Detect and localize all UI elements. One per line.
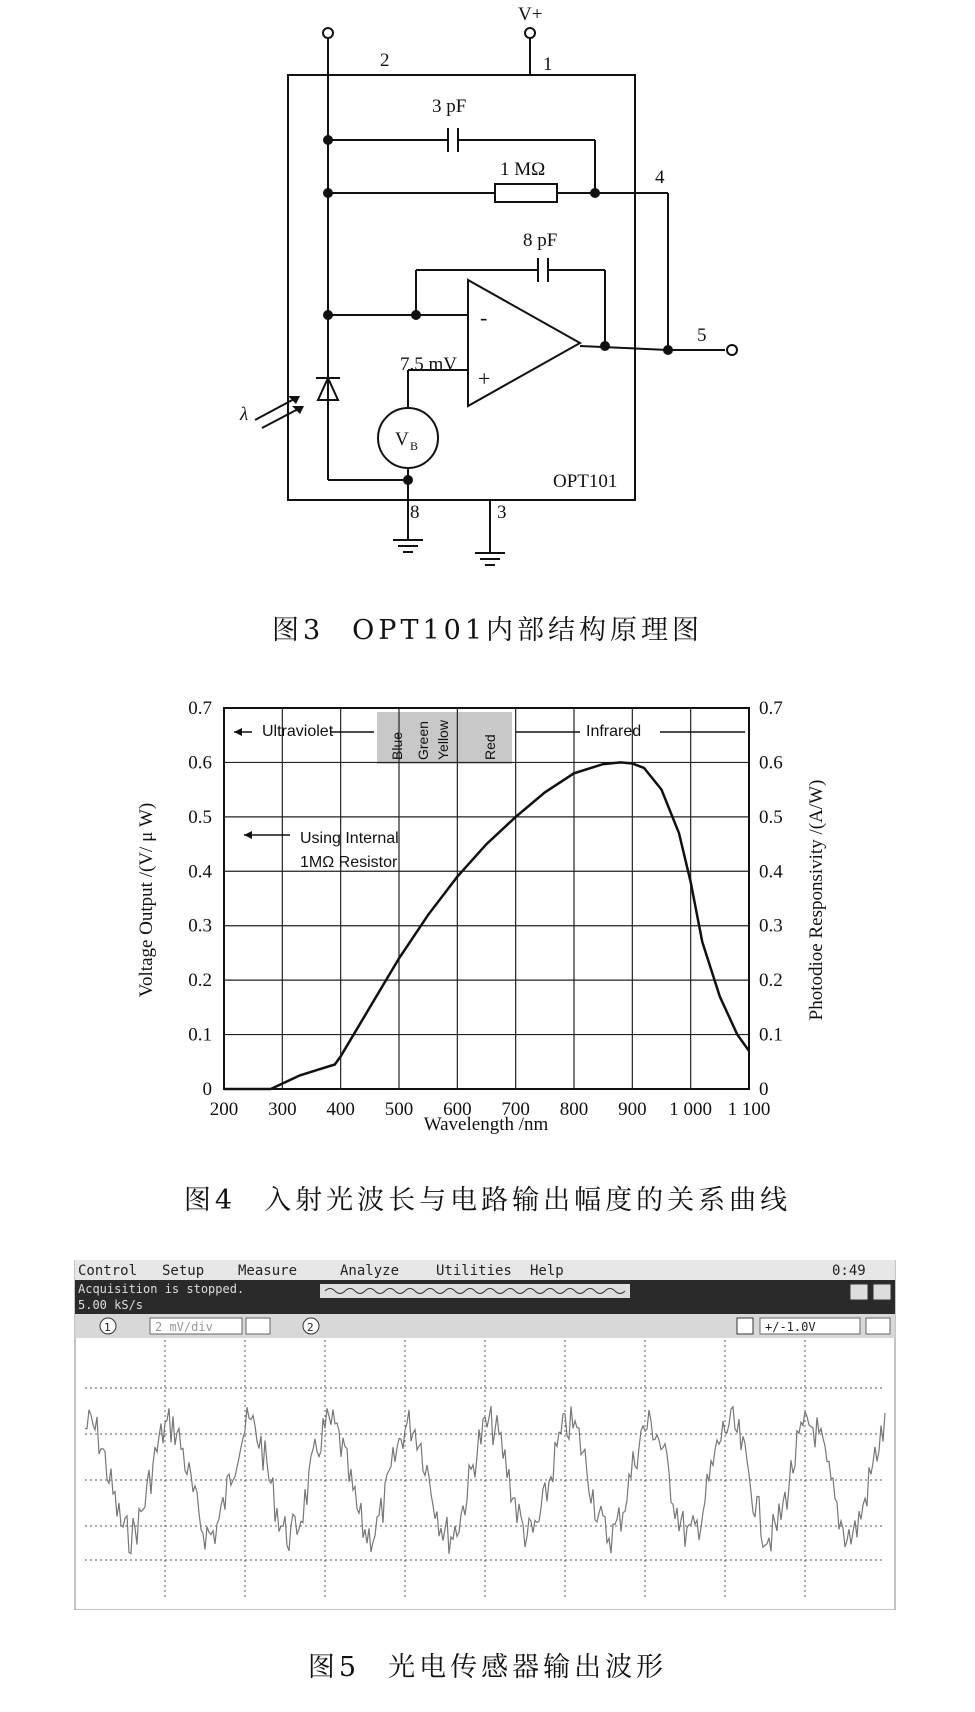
x-tick-label: 1 100	[727, 1099, 771, 1120]
figure4-caption-text: 入射光波长与电路输出幅度的关系曲线	[264, 1185, 792, 1216]
x-axis-label: Wavelength /nm	[423, 1114, 549, 1135]
y2-tick-label: 0.3	[759, 915, 783, 937]
y-tick-label: 0.5	[188, 806, 212, 828]
x-tick-label: 300	[268, 1099, 297, 1120]
menu-analyze[interactable]: Analyze	[340, 1263, 400, 1279]
vb-sub-label: B	[410, 439, 419, 453]
y-tick-label: 0.4	[188, 861, 212, 883]
band-infrared: Infrared	[586, 723, 642, 740]
figure3-caption	[0, 608, 975, 647]
y-axis-label: Voltage Output /(V/ μ W)	[136, 802, 157, 998]
y2-tick-label: 0.6	[759, 752, 783, 774]
annotation-line2: 1MΩ Resistor	[300, 854, 398, 871]
y2-tick-label: 0.5	[759, 806, 783, 828]
pin5-label: 5	[697, 325, 707, 346]
figure5-caption-text: 光电传感器输出波形	[388, 1652, 668, 1683]
pin1-label: 1	[543, 54, 553, 75]
y2-tick-label: 0.4	[759, 861, 783, 883]
chip-outline	[288, 75, 635, 500]
y-tick-label: 0.1	[188, 1024, 212, 1046]
x-tick-label: 1 000	[669, 1099, 713, 1120]
status-line1: Acquisition is stopped.	[78, 1282, 245, 1296]
x-tick-label: 500	[384, 1099, 414, 1120]
menu-utilities[interactable]: Utilities	[436, 1263, 512, 1279]
band-ultraviolet: Ultraviolet	[262, 723, 334, 740]
offset-spinner[interactable]	[866, 1318, 890, 1334]
chip-label: OPT101	[553, 471, 618, 492]
figure5-caption-number: 图5	[307, 1652, 361, 1683]
y2-tick-label: 0.7	[759, 698, 783, 719]
figure4-caption	[0, 1178, 975, 1217]
y-tick-label: 0.2	[188, 970, 212, 992]
figure4-caption-number: 图4	[183, 1185, 237, 1216]
c1-label: 3 pF	[432, 96, 467, 117]
y2-axis-label: Photodioe Responsivity /(A/W)	[806, 779, 827, 1021]
pin8-label: 8	[410, 502, 420, 523]
figure3-caption-text: OPT101内部结构原理图	[352, 615, 704, 646]
ch1-spinner[interactable]	[246, 1318, 270, 1334]
annotation-line1: Using Internal	[300, 830, 399, 847]
wavelength-response-chart	[0, 690, 975, 1150]
pin3-label: 3	[497, 502, 507, 523]
y-tick-label: 0	[202, 1079, 212, 1100]
menu-measure[interactable]: Measure	[238, 1263, 298, 1279]
pin4-label: 4	[655, 167, 665, 188]
y2-tick-label: 0	[759, 1079, 769, 1100]
opamp-plus: +	[478, 366, 491, 391]
y-tick-label: 0.7	[188, 698, 212, 719]
menu-help[interactable]: Help	[530, 1263, 564, 1279]
figure5-caption	[0, 1645, 975, 1684]
figure3-caption-number: 图3	[271, 615, 325, 646]
pin2-label: 2	[380, 50, 390, 71]
menu-setup[interactable]: Setup	[162, 1263, 205, 1279]
ch2-button[interactable]: 2	[307, 1321, 314, 1334]
x-tick-label: 600	[443, 1099, 472, 1120]
circuit-diagram	[0, 0, 975, 580]
x-tick-label: 900	[618, 1099, 647, 1120]
ch1-button[interactable]: 1	[104, 1321, 111, 1334]
y-tick-label: 0.6	[188, 752, 212, 774]
band-blue: Blue	[389, 731, 405, 760]
y2-tick-label: 0.1	[759, 1024, 783, 1046]
band-red: Red	[482, 734, 498, 760]
vb-label: V	[395, 429, 409, 450]
status-line2: 5.00 kS/s	[78, 1298, 144, 1312]
vref-label: 7.5 mV	[400, 354, 457, 375]
x-tick-label: 800	[559, 1099, 589, 1120]
band-yellow: Yellow	[435, 720, 451, 760]
c2-label: 8 pF	[523, 230, 558, 251]
band-green: Green	[415, 721, 431, 760]
x-tick-label: 700	[501, 1099, 530, 1120]
opamp-minus: -	[480, 305, 488, 330]
clock: 0:49	[832, 1263, 866, 1279]
oscilloscope-screenshot	[0, 1260, 975, 1610]
y2-tick-label: 0.2	[759, 970, 783, 992]
ch1-scale: 2 mV/div	[155, 1320, 213, 1334]
x-tick-label: 400	[326, 1099, 355, 1120]
r1-label: 1 MΩ	[500, 159, 546, 180]
y-tick-label: 0.3	[188, 915, 212, 937]
x-tick-label: 200	[209, 1099, 239, 1120]
light-label: λ	[240, 404, 249, 425]
menu-control[interactable]: Control	[78, 1263, 138, 1279]
vplus-label: V+	[518, 4, 543, 25]
offset-value: +/-1.0V	[765, 1320, 816, 1334]
